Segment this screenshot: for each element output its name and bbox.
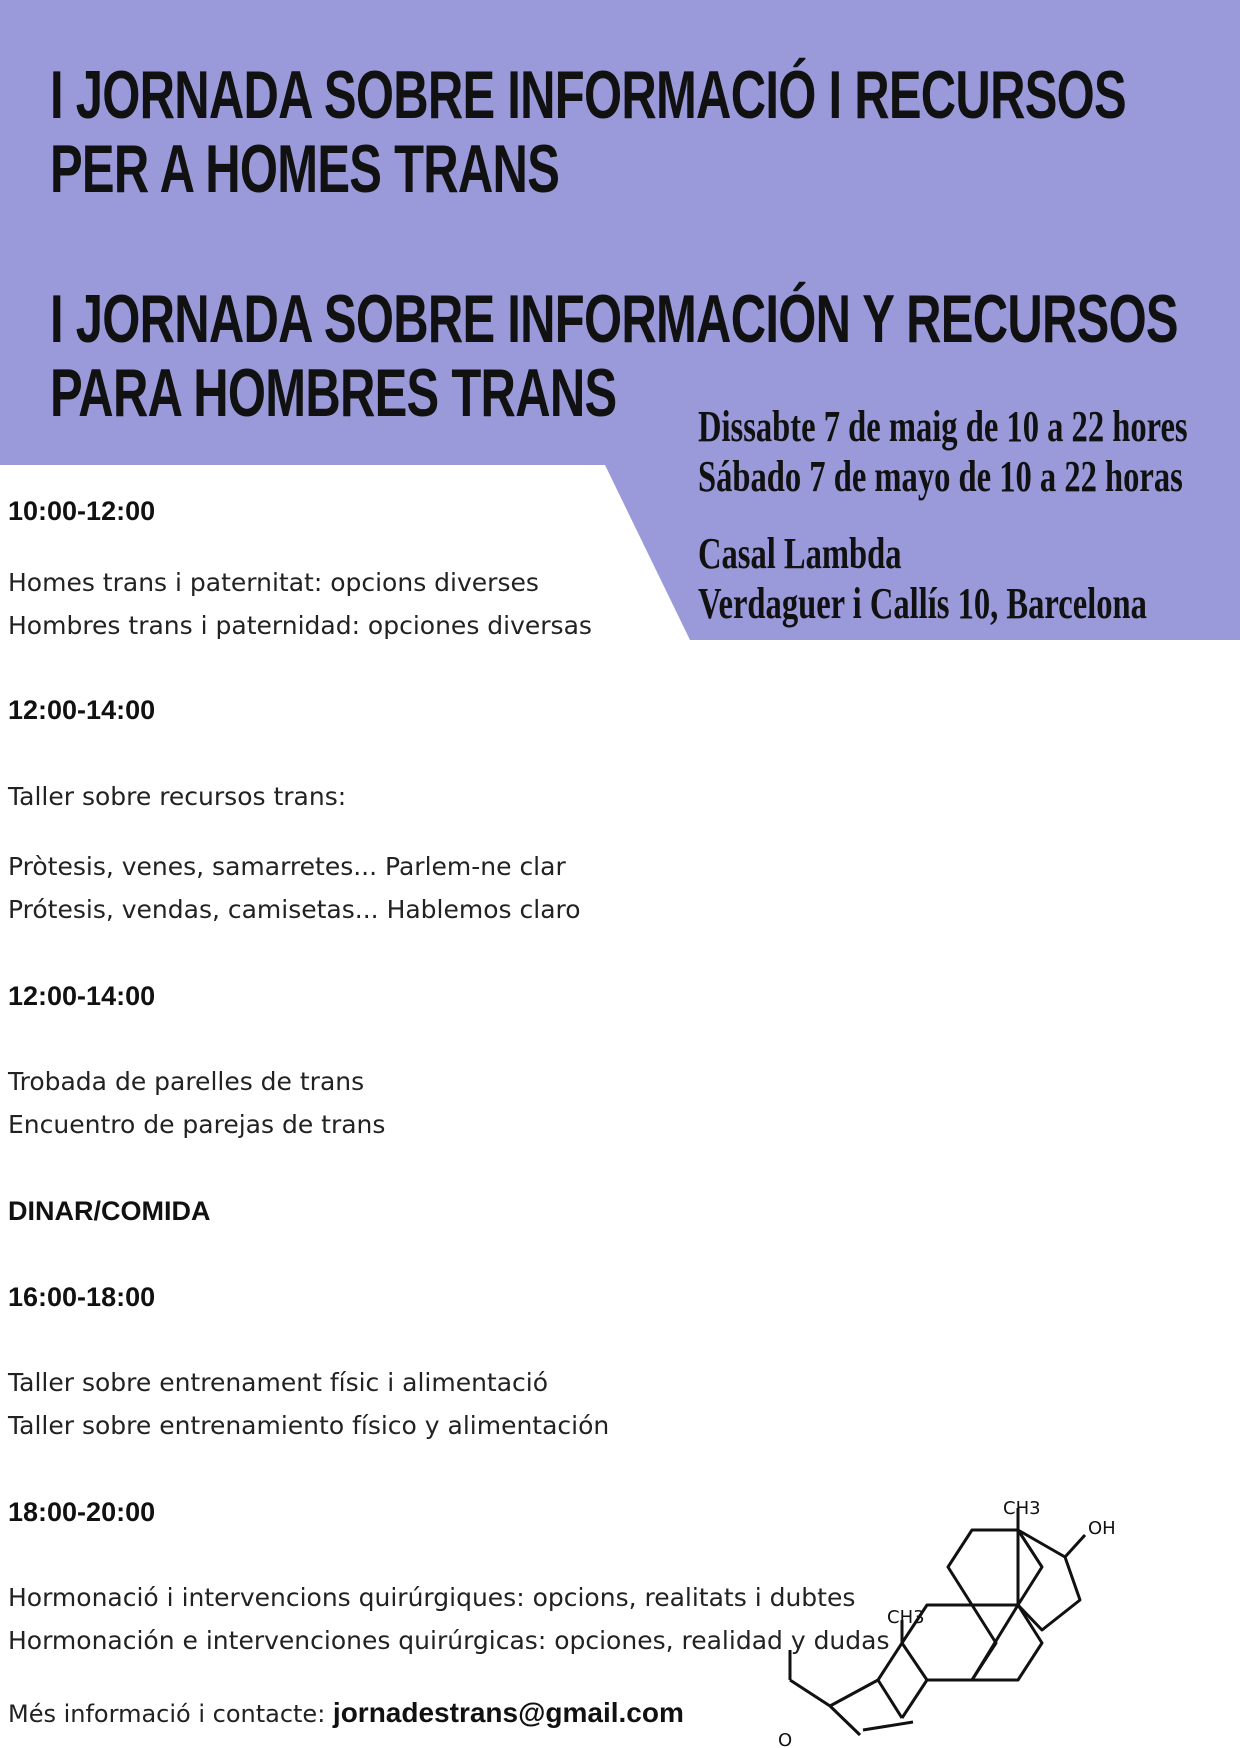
session-1-catalan: Homes trans i paternitat: opcions diverses <box>8 568 539 597</box>
session-5-catalan: Hormonació i intervencions quirúrgiques: opcions, realitats i dubtes <box>8 1583 856 1612</box>
date-catalan: Dissabte 7 de maig de 10 a 22 hores <box>698 402 1188 451</box>
session-3-time: 12:00-14:00 <box>8 981 156 1011</box>
contact-label: Més informació i contacte: <box>8 1700 333 1728</box>
o-label: O <box>778 1730 793 1748</box>
session-3-spanish: Encuentro de parejas de trans <box>8 1110 386 1139</box>
session-2-time: 12:00-14:00 <box>8 695 156 725</box>
session-4-time: 16:00-18:00 <box>8 1282 156 1312</box>
contact-line <box>8 1697 684 1729</box>
session-1-spanish: Hombres trans i paternidad: opciones diversas <box>8 611 592 640</box>
session-3-catalan: Trobada de parelles de trans <box>8 1067 365 1096</box>
session-5-time: 18:00-20:00 <box>8 1497 156 1527</box>
venue-address: Verdaguer i Callís 10, Barcelona <box>698 579 1147 628</box>
oh-label: OH <box>1088 1518 1116 1539</box>
title-spanish-line-1: I JORNADA SOBRE INFORMACIÓN Y RECURSOS <box>50 281 1178 357</box>
session-1-time: 10:00-12:00 <box>8 496 156 526</box>
ch3-top-label: CH3 <box>1003 1498 1041 1519</box>
contact-email[interactable]: jornadestrans@gmail.com <box>332 1697 684 1728</box>
title-spanish-line-2: PARA HOMBRES TRANS <box>50 355 617 431</box>
title-catalan-line-2: PER A HOMES TRANS <box>50 131 560 207</box>
session-2-spanish: Prótesis, vendas, camisetas... Hablemos claro <box>8 895 581 924</box>
venue-name: Casal Lambda <box>698 529 902 578</box>
testosterone-molecule-icon <box>778 1490 1240 1748</box>
session-2-intro: Taller sobre recursos trans: <box>8 782 347 811</box>
session-4-spanish: Taller sobre entrenamiento físico y alimentación <box>8 1411 610 1440</box>
lunch-break: DINAR/COMIDA <box>8 1196 211 1226</box>
ch3-left-label: CH3 <box>887 1607 925 1628</box>
date-spanish: Sábado 7 de mayo de 10 a 22 horas <box>698 452 1183 501</box>
session-4-catalan: Taller sobre entrenament físic i alimentació <box>8 1368 549 1397</box>
session-2-catalan: Pròtesis, venes, samarretes... Parlem-ne clar <box>8 852 566 881</box>
session-5-spanish: Hormonación e intervenciones quirúrgicas: opciones, realidad y dudas <box>8 1626 890 1655</box>
title-catalan-line-1: I JORNADA SOBRE INFORMACIÓ I RECURSOS <box>50 57 1126 133</box>
